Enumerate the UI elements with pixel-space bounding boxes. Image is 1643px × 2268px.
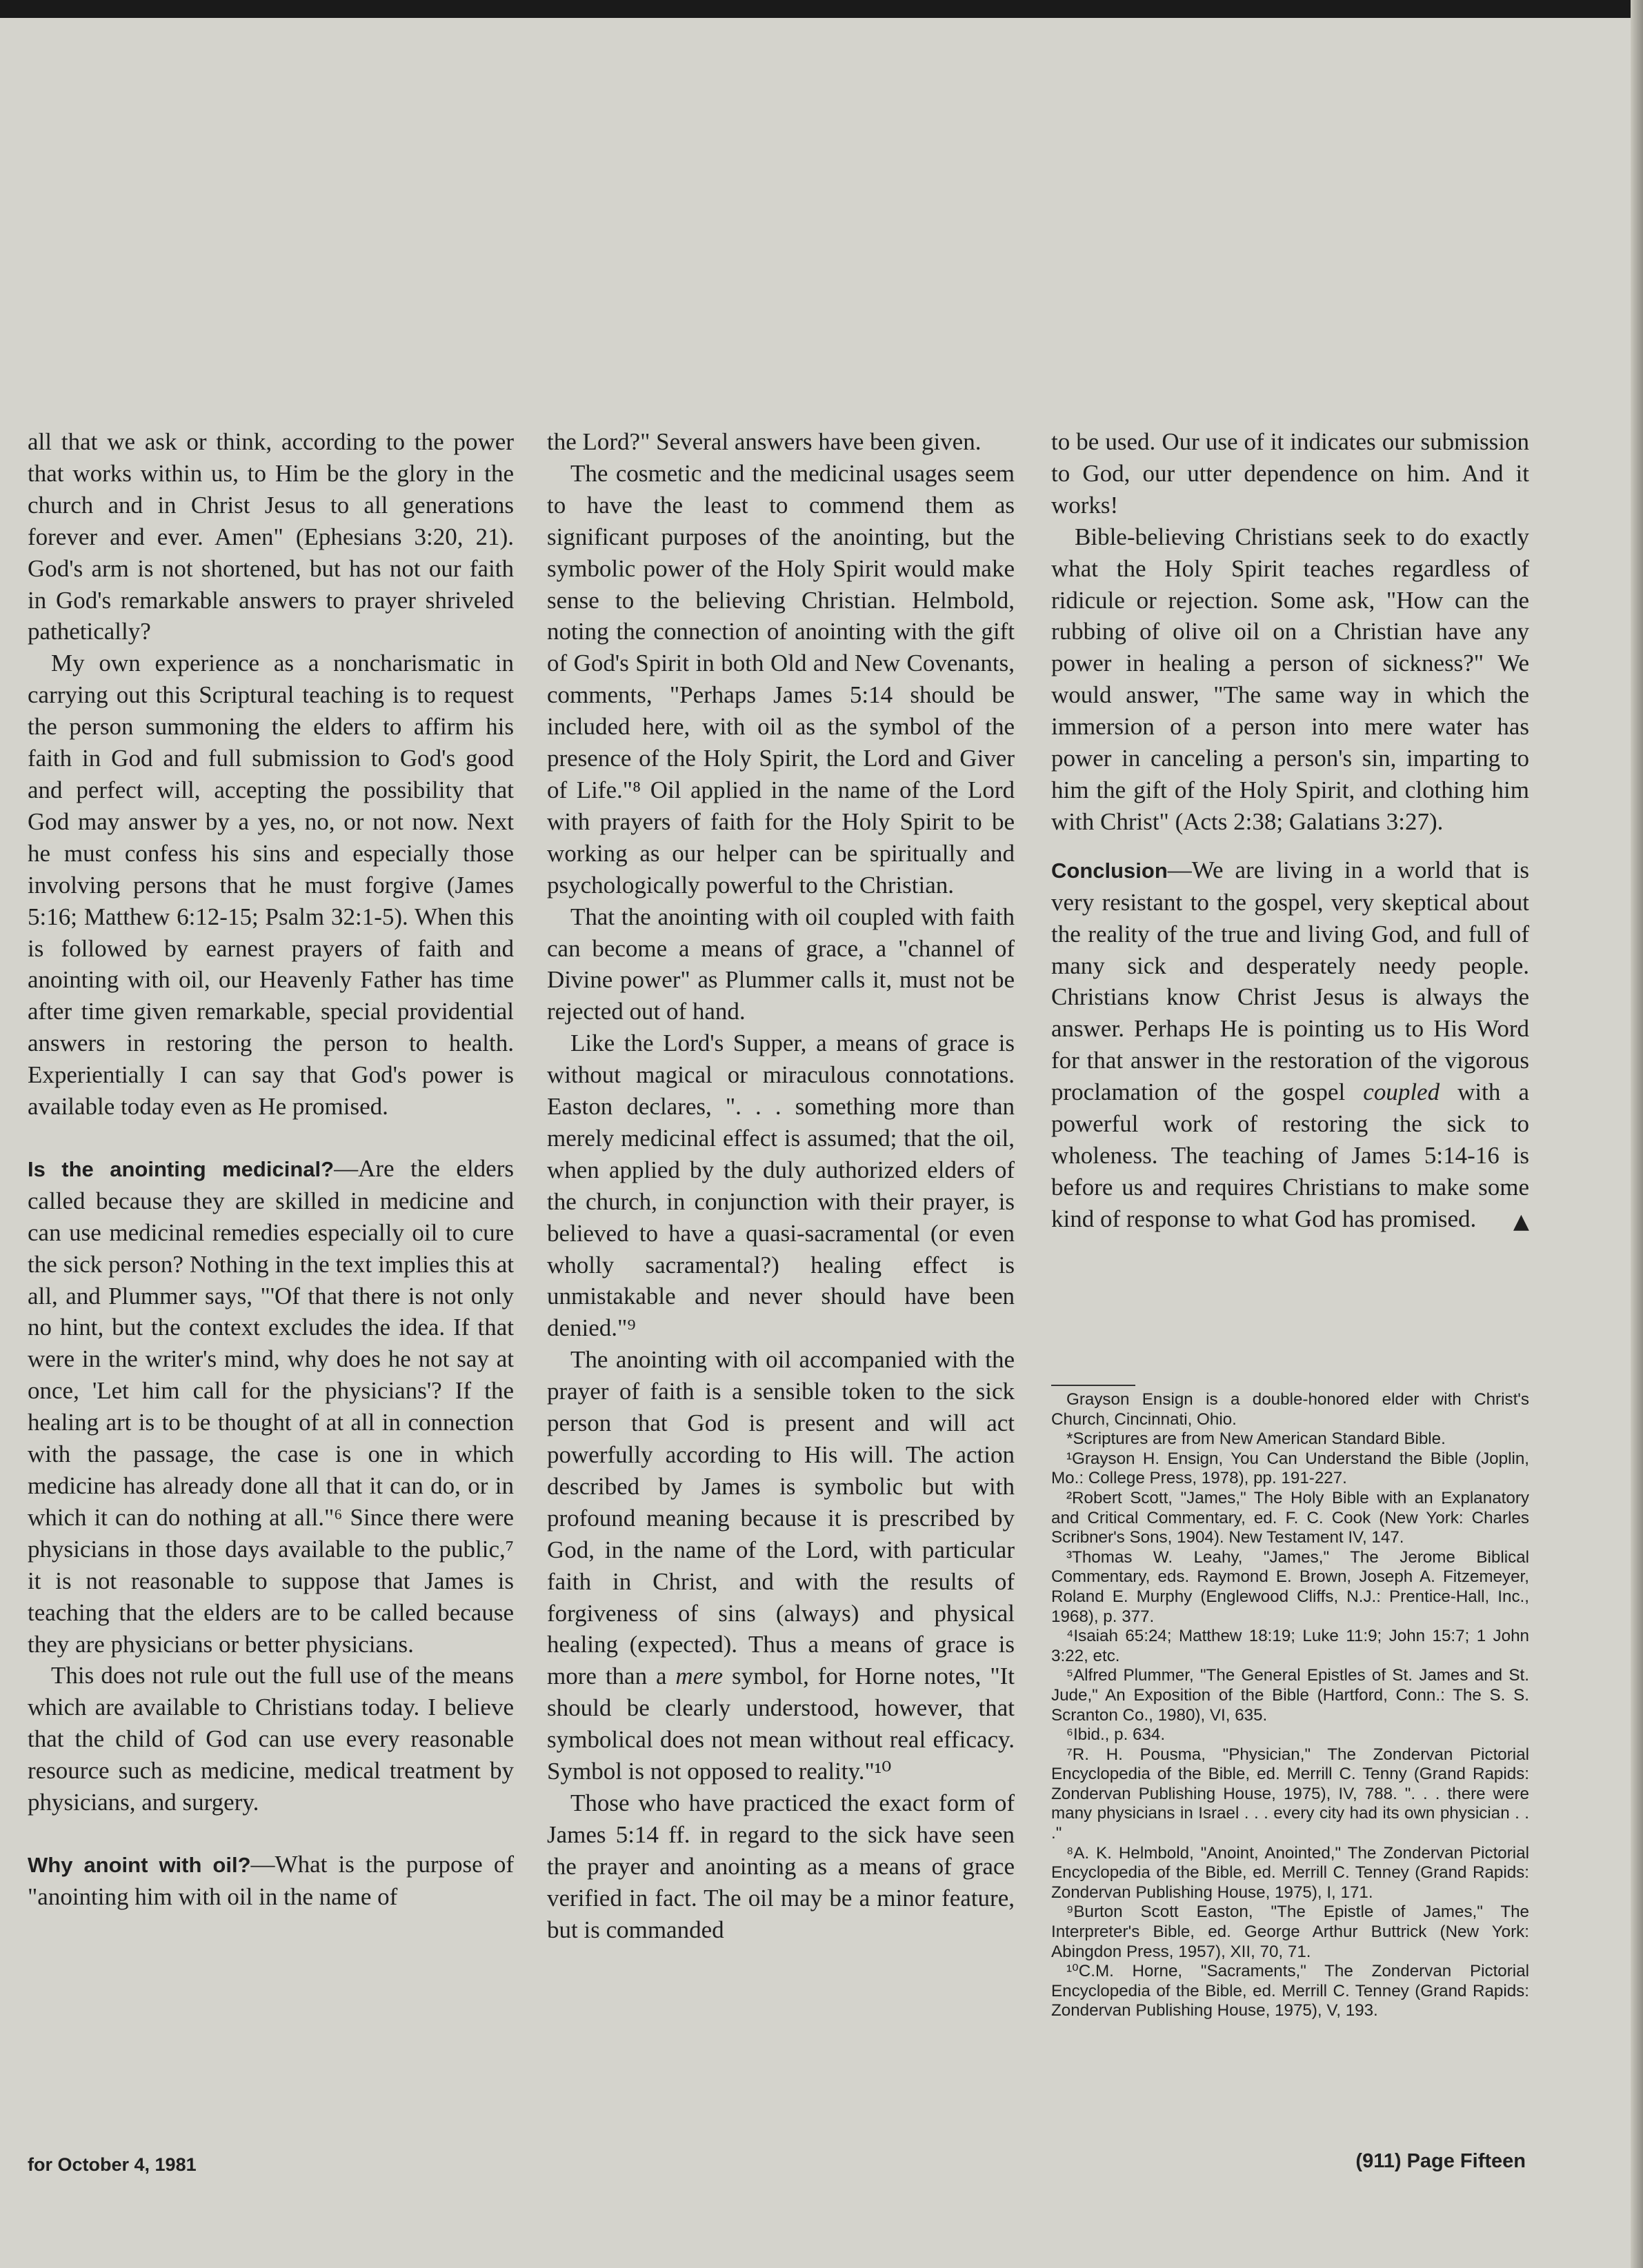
- paragraph-text: —What is the purpose of "anointing him with oil in the name of: [28, 1850, 514, 1910]
- section-heading-why-anoint: Why anoint with oil?: [28, 1852, 251, 1877]
- footnote: ⁸A. K. Helmbold, "Anoint, Anointed," The Zondervan Pictorial Encyclopedia of the Bible, ed. Merrill C. Tenney (Grand Rapids: Zondervan Publishing House, 1975), I, 171.: [1051, 1843, 1529, 1902]
- paragraph: Those who have practiced the exact form of James 5:14 ff. in regard to the sick have seen the prayer and anointing as a means of grace verified in fact. The oil may be a minor feature, but is commanded: [547, 1789, 1015, 1943]
- emphasis: mere: [675, 1663, 724, 1690]
- footnote: ²Robert Scott, "James," The Holy Bible with an Explanatory and Critical Commentary, ed. F. C. Cook (New York: Charles Scribner's Sons, 1904). New Testament IV, 147.: [1051, 1488, 1529, 1547]
- conclusion-paragraph: [1051, 854, 1529, 1235]
- emphasis: coupled: [1363, 1078, 1440, 1106]
- section-paragraph: [28, 1153, 514, 1660]
- article-column-2: [547, 426, 1015, 1946]
- page-top-edge: [0, 0, 1643, 18]
- paragraph-text: —Are the elders called because they are skilled in medicine and can use medicinal remedies especially oil to cure the sick person? Nothing in the text implies this at all, and Plummer says, "'Of that there is not only no hint, but the context excludes the idea. If that were in the writer's mind, why does he not say at once, 'Let him call for the physicians'? If the healing art is to be thought of at all in connection with the passage, the case is one in which medicine has already done all that it can do, or in which it can do nothing at all."⁶ Since there were physicians in those days available to the public,⁷ it is not reasonable to suppose that James is teaching that the elders are to be called because they are physicians or better physicians.: [28, 1154, 514, 1658]
- paragraph: Bible-believing Christians seek to do exactly what the Holy Spirit teaches regardless of ridicule or rejection. Some ask, "How can the rubbing of olive oil on a Christian have any power in healing a person of sickness?" We would answer, "The same way in which the immersion of a person into mere water has power in canceling a person's sin, imparting to him the gift of the Holy Spirit, and clothing him with Christ" (Acts 2:38; Galatians 3:27).: [1051, 523, 1529, 835]
- section-heading-anointing-medicinal: Is the anointing medicinal?: [28, 1156, 335, 1181]
- paragraph: That the anointing with oil coupled with faith can become a means of grace, a "channel of Divine power" as Plummer calls it, must not be rejected out of hand.: [547, 903, 1015, 1025]
- footer-page-number: (911) Page Fifteen: [1355, 2150, 1526, 2172]
- section-heading-conclusion: Conclusion: [1051, 858, 1168, 883]
- paragraph-text: symbol, for Horne notes, "It should be clearly understood, however, that symbolical does not mean without real efficacy. Symbol is not opposed to reality."¹⁰: [547, 1663, 1015, 1785]
- article-column-1: [28, 426, 514, 1913]
- author-note: Grayson Ensign is a double-honored elder with Christ's Church, Cincinnati, Ohio.: [1051, 1390, 1529, 1429]
- paragraph-text: The anointing with oil accompanied with the prayer of faith is a sensible token to the sick person that God is present and will act powerfully according to His will. The action described by James is symbolic but with profound meaning because it is prescribed by God, in the name of the Lord, with particular faith in Christ, and with the results of forgiveness of sins (always) and physical healing (expected). Thus a means of grace is more than a: [547, 1346, 1015, 1690]
- footer-date: for October 4, 1981: [28, 2154, 197, 2175]
- paragraph: My own experience as a noncharismatic in carrying out this Scriptural teaching is to request the person summoning the elders to affirm his faith in God and full submission to God's good and perfect will, accepting the possibility that God may answer by a yes, no, or not now. Next he must confess his sins and especially those involving persons that he must forgive (James 5:16; Matthew 6:12-15; Psalm 32:1-5). When this is followed by earnest prayers of faith and anointing with oil, our Heavenly Father has time after time given remarkable, special providential answers in restoring the person to health. Experientially I can say that God's power is available today even as He promised.: [28, 650, 514, 1121]
- paragraph: The cosmetic and the medicinal usages seem to have the least to commend them as significant purposes of the anointing, but the symbolic power of the Holy Spirit would make sense to the believing Christian. Helmbold, noting the connection of anointing with the gift of God's Spirit in both Old and New Covenants, comments, "Perhaps James 5:14 should be included here, with oil as the symbol of the presence of the Holy Spirit, the Lord and Giver of Life."⁸ Oil applied in the name of the Lord with prayers of faith for the Holy Spirit to be working as our helper can be spiritually and psychologically powerful to the Christian.: [547, 459, 1015, 899]
- footnote: ⁴Isaiah 65:24; Matthew 18:19; Luke 11:9; John 15:7; 1 John 3:22, etc.: [1051, 1627, 1529, 1665]
- paragraph: all that we ask or think, according to the power that works within us, to Him be the glory in the church and in Christ Jesus to all generations forever and ever. Amen" (Ephesians 3:20, 21). God's arm is not shortened, but has not our faith in God's remarkable answers to prayer shriveled pathetically?: [28, 428, 514, 645]
- paragraph: Like the Lord's Supper, a means of grace is without magical or miraculous connotations. Easton declares, ". . . something more than merely medicinal effect is assumed; that the oil, when applied by the duly authorized elders of the church, in conjunction with their prayer, is believed to have a quasi-sacramental (or even wholly sacramental?) healing effect is unmistakable and never should have been denied."⁹: [547, 1030, 1015, 1342]
- paragraph-text: —We are living in a world that is very resistant to the gospel, very skeptical about the reality of the true and living God, and full of many sick and desperately needy people. Christians know Christ Jesus is always the answer. Perhaps He is pointing us to His Word for that answer in the restoration of the vigorous proclamation of the gospel: [1051, 856, 1529, 1106]
- paragraph: [547, 1344, 1015, 1787]
- footnote: ⁹Burton Scott Easton, "The Epistle of James," The Interpreter's Bible, ed. George Arthur Buttrick (New York: Abingdon Press, 1957), XII, 70, 71.: [1051, 1903, 1529, 1961]
- footnote: ⁷R. H. Pousma, "Physician," The Zondervan Pictorial Encyclopedia of the Bible, ed. Merrill C. Tenny (Grand Rapids: Zondervan Publishing House, 1975), IV, 788. ". . . there were many physicians in Israel . . . every city had its own physician . . .": [1051, 1745, 1529, 1843]
- paragraph-text: with a powerful work of restoring the sick to wholeness. The teaching of James 5:14-16 is before us and requires Christians to make some kind of response to what God has promised.: [1051, 1078, 1529, 1232]
- footnote: ⁵Alfred Plummer, "The General Epistles of St. James and St. Jude," An Exposition of the Bible (Hartford, Conn.: The S. S. Scranton Co., 1980), VI, 635.: [1051, 1666, 1529, 1725]
- footnotes: [1051, 1385, 1529, 2021]
- page-right-edge: [1631, 0, 1643, 2268]
- footnote: ¹⁰C.M. Horne, "Sacraments," The Zondervan Pictorial Encyclopedia of the Bible, ed. Merrill C. Tenney (Grand Rapids: Zondervan Publishing House, 1975), V, 193.: [1051, 1962, 1529, 2020]
- article-column-3: [1051, 426, 1529, 1238]
- paragraph: to be used. Our use of it indicates our submission to God, our utter dependence on him. And it works!: [1051, 428, 1529, 519]
- paragraph: This does not rule out the full use of the means which are available to Christians today. I believe that the child of God can use every reasonable resource such as medicine, medical treatment by physicians, and surgery.: [28, 1662, 514, 1816]
- paragraph: the Lord?" Several answers have been given.: [547, 428, 982, 455]
- footnote: ¹Grayson H. Ensign, You Can Understand the Bible (Joplin, Mo.: College Press, 1978), pp. 191-227.: [1051, 1449, 1529, 1488]
- footnote-divider: [1051, 1385, 1135, 1386]
- section-paragraph: [28, 1849, 514, 1913]
- footnote: ³Thomas W. Leahy, "James," The Jerome Biblical Commentary, eds. Raymond E. Brown, Joseph A. Fitzemeyer, Roland E. Murphy (Englewood Cliffs, N.J.: Prentice-Hall, Inc., 1968), p. 377.: [1051, 1547, 1529, 1626]
- footnote: ⁶Ibid., p. 634.: [1066, 1725, 1166, 1745]
- end-of-article-icon: ▲: [1513, 1209, 1529, 1234]
- footnote: *Scriptures are from New American Standard Bible.: [1066, 1429, 1446, 1449]
